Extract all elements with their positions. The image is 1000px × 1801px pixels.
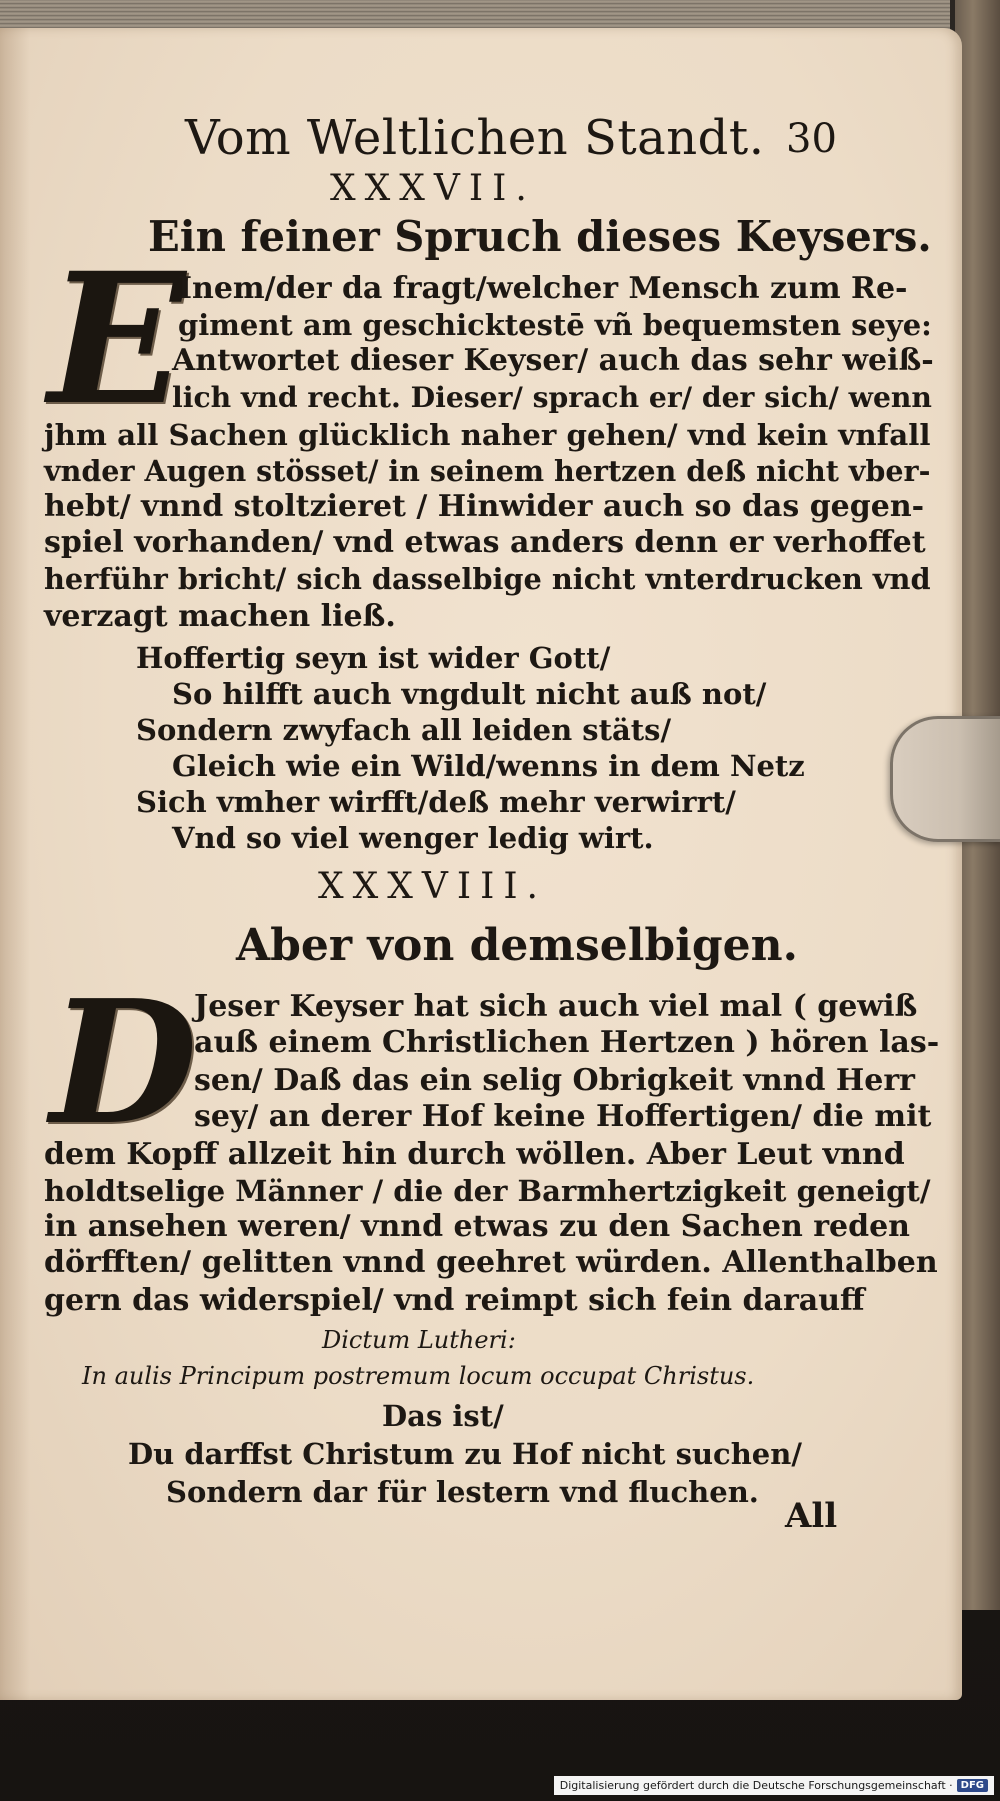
verse-line: Gleich wie ein Wild/wenns in dem Netz bbox=[172, 749, 805, 783]
text-line: holdtselige Männer / die der Barmhertzigkeit geneigt/ bbox=[44, 1174, 931, 1208]
verse-line: So hilfft auch vngdult nicht auß not/ bbox=[172, 677, 767, 711]
section-numeral: XXXVIII. bbox=[318, 866, 547, 907]
section-numeral: XXXVII. bbox=[330, 168, 536, 209]
page-clip bbox=[890, 716, 1000, 842]
running-head: Vom Weltlichen Standt. bbox=[185, 110, 765, 166]
text-line: giment am geschicktestē vñ bequemsten seye: bbox=[178, 308, 932, 342]
page-number: 30 bbox=[786, 116, 837, 162]
text-line: sen/ Daß das ein selig Obrigkeit vnnd Herr bbox=[194, 1063, 915, 1098]
verse-line: Vnd so viel wenger ledig wirt. bbox=[172, 821, 654, 855]
text-line: sey/ an derer Hof keine Hoffertigen/ die mit bbox=[194, 1099, 932, 1134]
text-line: in ansehen weren/ vnnd etwas zu den Sachen reden bbox=[44, 1209, 910, 1244]
verse-line: Sondern zwyfach all leiden stäts/ bbox=[136, 713, 672, 747]
dictum-label: Dictum Lutheri: bbox=[322, 1326, 516, 1354]
das-ist-label: Das ist/ bbox=[382, 1399, 504, 1433]
text-line: Jeser Keyser hat sich auch viel mal ( gewiß bbox=[194, 989, 918, 1024]
verse-line: Sich vmher wirfft/deß mehr verwirrt/ bbox=[136, 785, 736, 819]
text-line: dörfften/ gelitten vnnd geehret würden. Allenthalben bbox=[44, 1245, 938, 1280]
section-title: Aber von demselbigen. bbox=[236, 920, 798, 971]
closing-line: Sondern dar für lestern vnd fluchen. bbox=[166, 1475, 759, 1509]
text-line: gern das widerspiel/ vnd reimpt sich fein darauff bbox=[44, 1283, 865, 1318]
drop-cap: E bbox=[48, 234, 186, 445]
text-line: herführ bricht/ sich dasselbige nicht vnterdrucken vnd bbox=[44, 562, 931, 596]
credit-text: Digitalisierung gefördert durch die Deutsche Forschungsgemeinschaft · bbox=[559, 1779, 953, 1792]
text-line: Inem/der da fragt/welcher Mensch zum Re- bbox=[178, 271, 908, 306]
digitization-credit bbox=[554, 1776, 994, 1795]
drop-cap: D bbox=[50, 963, 198, 1163]
text-line: hebt/ vnnd stoltzieret / Hinwider auch so das gegen- bbox=[44, 489, 925, 524]
catchword: All bbox=[785, 1496, 838, 1536]
closing-line: Du darffst Christum zu Hof nicht suchen/ bbox=[128, 1437, 802, 1471]
verse-line: Hoffertig seyn ist wider Gott/ bbox=[136, 641, 611, 675]
dfg-logo: DFG bbox=[957, 1779, 988, 1792]
text-line: vnder Augen stösset/ in seinem hertzen deß nicht vber- bbox=[44, 454, 931, 488]
text-line: verzagt machen ließ. bbox=[44, 599, 396, 634]
latin-quote: In aulis Principum postremum locum occupat Christus. bbox=[82, 1362, 755, 1390]
text-line: lich vnd recht. Dieser/ sprach er/ der sich/ wenn bbox=[172, 380, 932, 414]
text-line: spiel vorhanden/ vnd etwas anders denn er verhoffet bbox=[44, 525, 926, 560]
text-line: auß einem Christlichen Hertzen ) hören las- bbox=[194, 1025, 940, 1060]
text-line: dem Kopff allzeit hin durch wöllen. Aber Leut vnnd bbox=[44, 1137, 905, 1172]
section-title: Ein feiner Spruch dieses Keysers. bbox=[148, 212, 932, 261]
text-line: Antwortet dieser Keyser/ auch das sehr weiß- bbox=[172, 343, 934, 378]
text-line: jhm all Sachen glücklich naher gehen/ vnd kein vnfall bbox=[44, 417, 931, 452]
